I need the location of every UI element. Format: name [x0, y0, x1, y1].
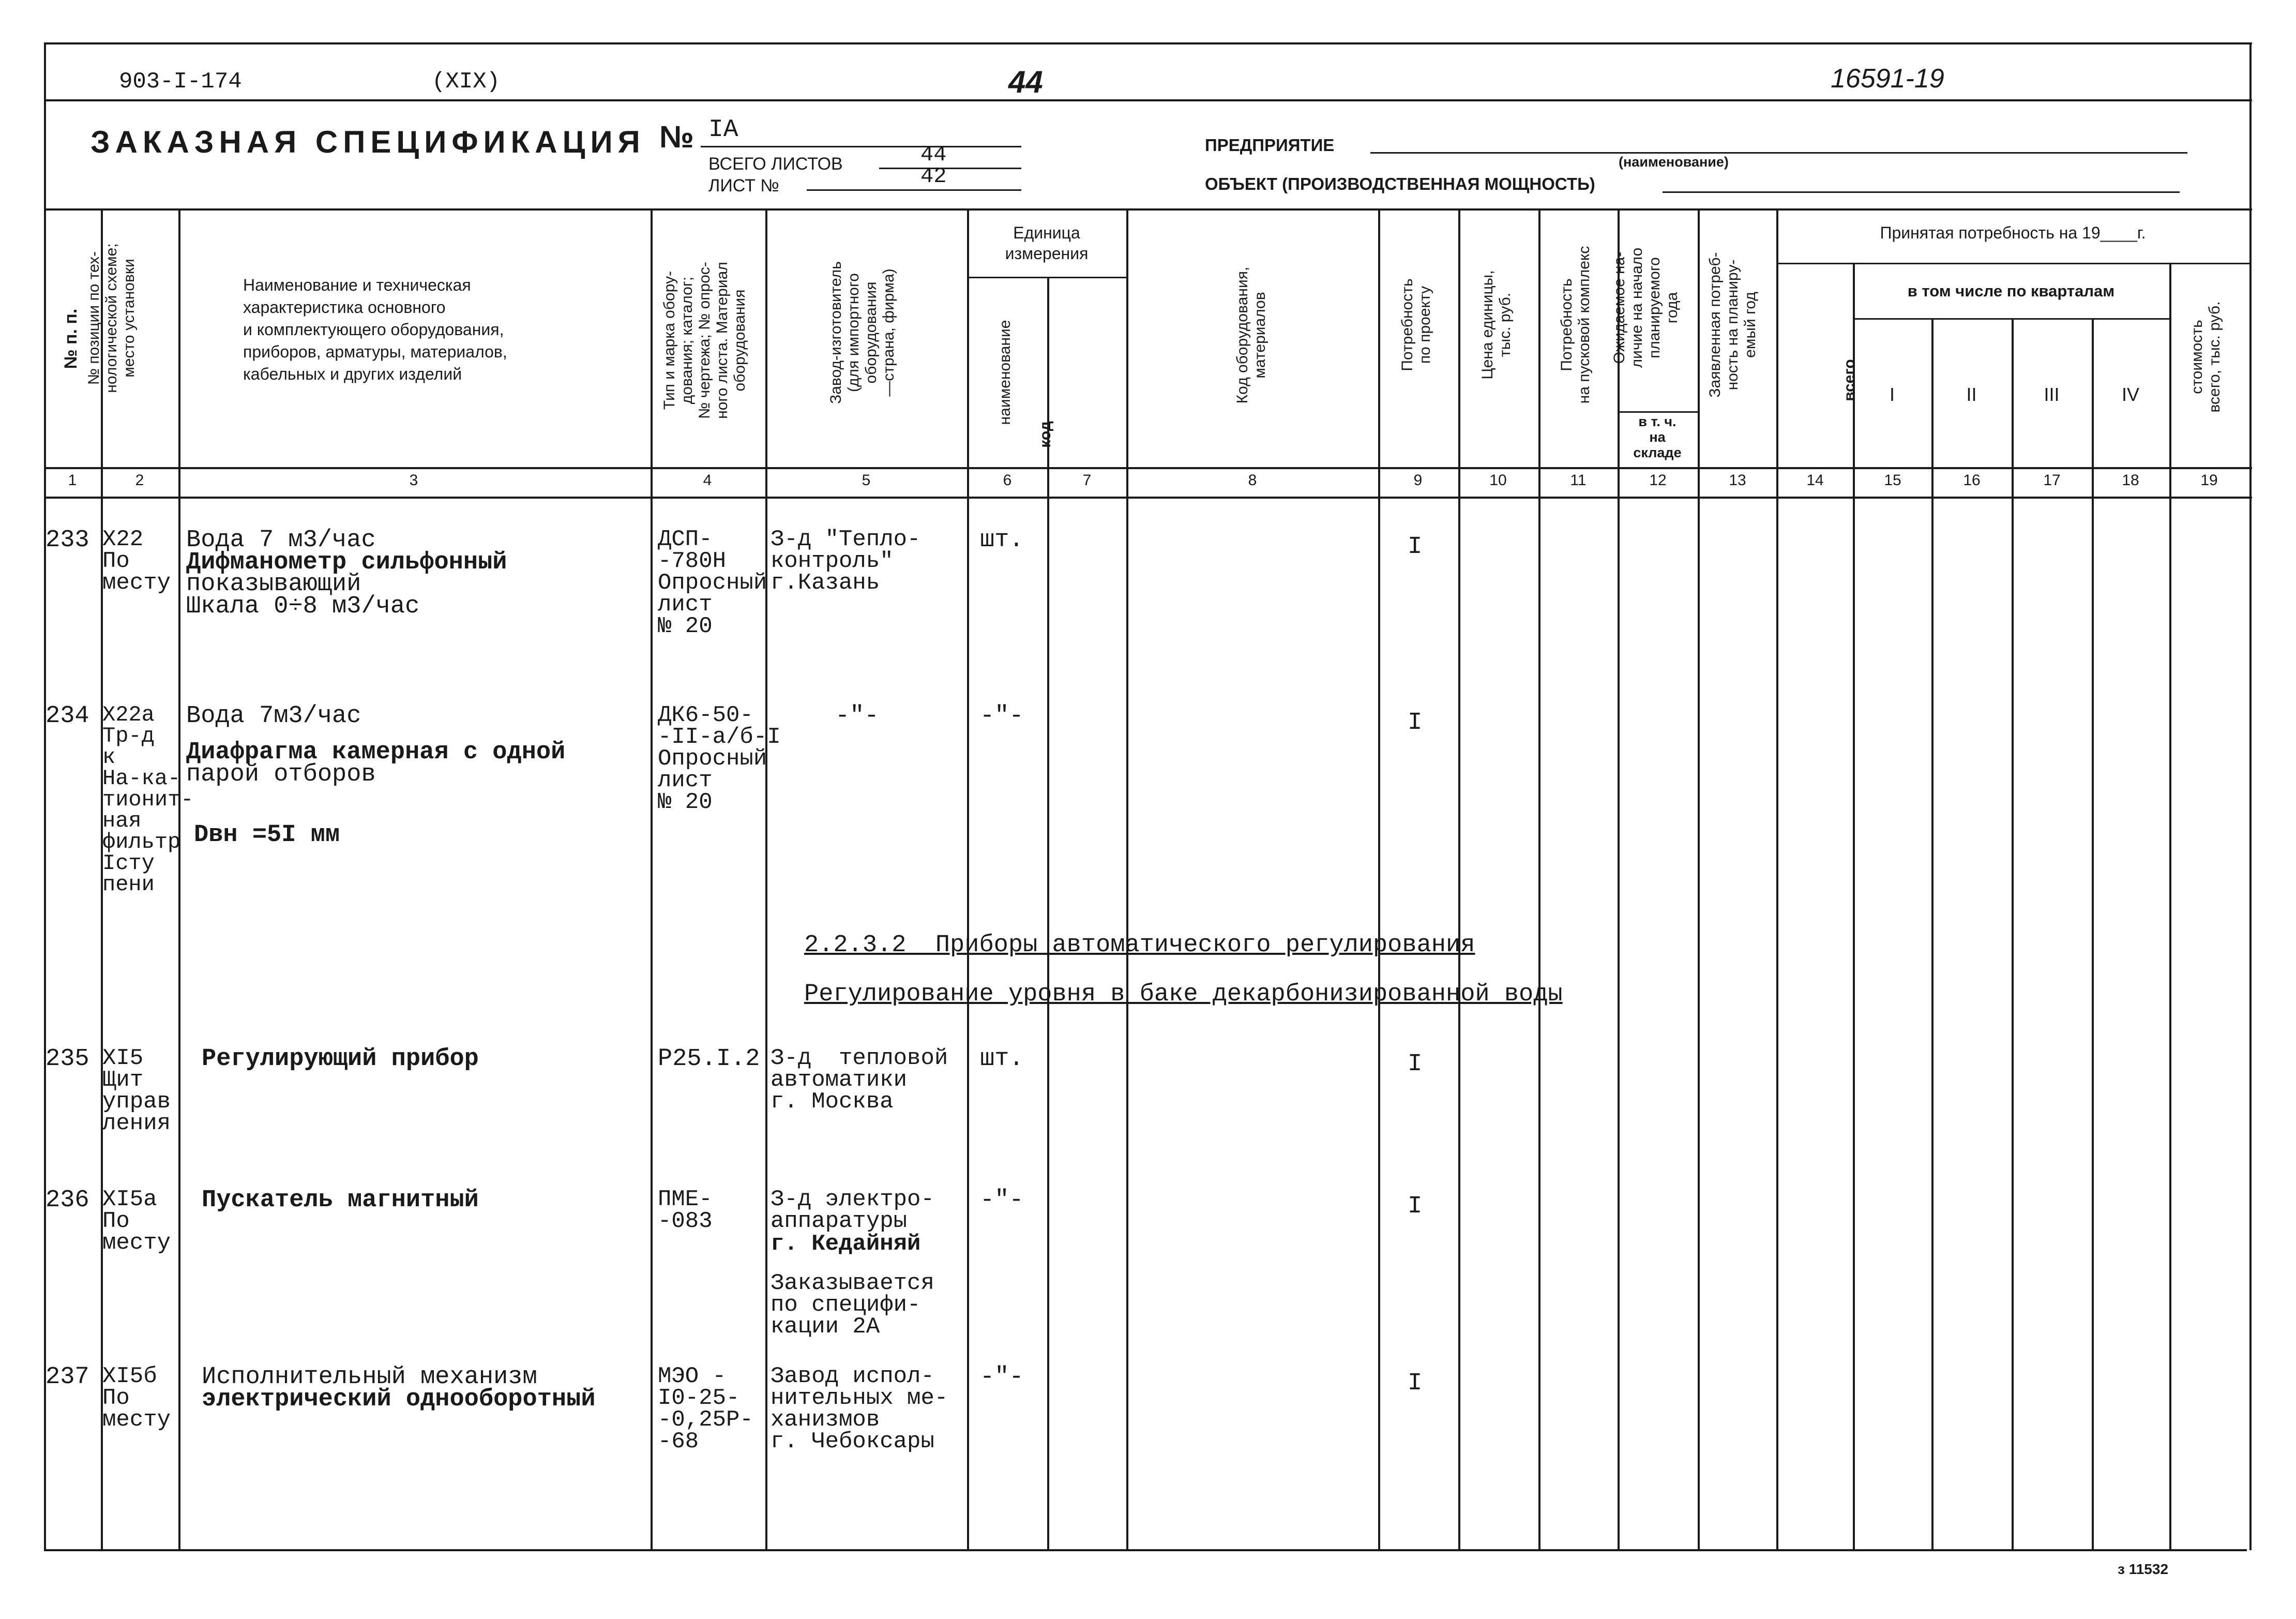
- col-header-accepted: Принятая потребность на 19____г.: [1880, 223, 2146, 242]
- col-line-3: [651, 208, 653, 1549]
- naming-caption: (наименование): [1619, 154, 1729, 170]
- frame-top-line: [44, 42, 2252, 44]
- col-header-10: Цена единицы, тыс. руб.: [1479, 270, 1514, 380]
- row-number: 234: [46, 702, 89, 730]
- row-number: 237: [46, 1363, 89, 1391]
- number-label: №: [659, 119, 694, 154]
- col-header-11: Потребность на пусковой комплекс: [1558, 246, 1593, 404]
- row-maker: З-д "Тепло- контроль" г.Казань: [771, 527, 921, 596]
- col-line-4: [765, 208, 767, 1549]
- col-header-12: Ожидаемое на- личие на начало планируемого года: [1611, 247, 1681, 368]
- row-quantity: I: [1408, 1370, 1423, 1397]
- row-name: Вода 7м3/час: [186, 702, 361, 730]
- col-header-6: наименование: [996, 320, 1014, 425]
- col-number: 17: [2043, 472, 2061, 489]
- table-bottom-line: [44, 1549, 2247, 1551]
- quarters-sub-line: [1853, 318, 2169, 320]
- row-name: Дифманометр сильфонный: [186, 549, 507, 576]
- col-header-8: Код оборудования, материалов: [1234, 266, 1268, 404]
- sheet-number-underline: [807, 189, 1021, 191]
- row-type: ПМЕ- -083: [658, 1187, 713, 1234]
- row-quantity: I: [1408, 533, 1423, 561]
- row-unit: шт.: [980, 527, 1024, 554]
- row-quantity: I: [1408, 709, 1423, 737]
- col-line-15: [1931, 318, 1934, 1549]
- col-header-q3: III: [2044, 384, 2060, 405]
- row-name: Диафрагма камерная с одной: [186, 739, 566, 766]
- spec-number-underline: [701, 146, 1021, 147]
- col-number: 1: [68, 472, 77, 489]
- row-number: 235: [46, 1045, 89, 1073]
- col-line-7: [1126, 208, 1128, 1549]
- row-position: XI5б По месту: [102, 1363, 171, 1433]
- col-header-1: № п. п.: [61, 308, 81, 369]
- col-number: 6: [1003, 472, 1012, 489]
- col-line-13: [1776, 208, 1778, 1549]
- object-underline: [1663, 191, 2180, 193]
- column-numbers-top-line: [44, 467, 2252, 469]
- col-number: 11: [1570, 472, 1587, 489]
- col-number: 19: [2200, 472, 2218, 489]
- row-type: ДК6-50- -II-а/б-I Опросный лист № 20: [658, 702, 781, 815]
- row-maker: -"-: [835, 702, 879, 730]
- col-header-q2: II: [1966, 384, 1977, 405]
- total-sheets: 44: [920, 142, 947, 167]
- row-name: Dвн =5I мм: [194, 821, 340, 849]
- row-type: Р25.I.2: [658, 1045, 760, 1073]
- col-number: 4: [703, 472, 712, 489]
- col-header-13: Заявленная потреб- ность на планиру- емый год: [1706, 252, 1759, 398]
- row-maker-city: г. Кедайняй: [771, 1231, 921, 1257]
- col-header-5: Завод-изготовитель (для импортного оборудования —страна, фирма): [827, 261, 897, 404]
- row-type: ДСП- -780Н Опросный лист № 20: [658, 527, 767, 639]
- col-header-q4: IV: [2121, 384, 2139, 405]
- row-name: показывающий Шкала 0÷8 м3/час: [186, 571, 420, 620]
- row-name: Исполнительный механизм: [202, 1363, 537, 1391]
- sheet-number: 42: [920, 164, 947, 189]
- col-header-4: Тип и марка обору- дования; каталог; № чертежа; № опрос- ного листа. Материал оборудования: [661, 262, 748, 419]
- col-number: 10: [1489, 472, 1507, 489]
- col-number: 12: [1649, 472, 1667, 489]
- row-unit: -"-: [980, 702, 1024, 730]
- col-number: 18: [2122, 472, 2139, 489]
- col-header-14: всего: [1841, 359, 1858, 401]
- row-position: XI5 Щит управ ления: [102, 1045, 171, 1136]
- footer-code: з 11532: [2118, 1561, 2169, 1577]
- header-separator-line: [44, 99, 2252, 101]
- col-header-2: № позиции по тех- нологической схеме; место установки: [85, 243, 138, 393]
- col-header-q1: I: [1889, 384, 1895, 405]
- col-header-12b: в т. ч. на складе: [1633, 414, 1682, 460]
- row-maker: З-д электро- аппаратуры: [771, 1187, 934, 1234]
- col-line-9: [1458, 208, 1460, 1549]
- col-line-14: [1853, 263, 1855, 1549]
- col-header-3: Наименование и техническая характеристика основного и комплектующего оборудования, приборов, арматуры, материалов, кабельных и других изделий: [243, 276, 507, 383]
- accepted-sub-line: [1776, 263, 2249, 264]
- row-name: парой отборов: [186, 761, 376, 788]
- enterprise-label: ПРЕДПРИЯТИЕ: [1205, 136, 1335, 155]
- row-maker: З-д тепловой автоматики г. Москва: [771, 1045, 948, 1115]
- col-header-19: стоимость всего, тыс. руб.: [2188, 301, 2223, 413]
- sheet-number-label: ЛИСТ №: [708, 176, 779, 196]
- total-sheets-underline: [879, 168, 1021, 169]
- row-unit: -"-: [980, 1363, 1024, 1391]
- col-line-5: [967, 208, 969, 1549]
- row-name: Вода 7 м3/час: [186, 527, 376, 554]
- archive-code: 16591-19: [1831, 64, 1944, 94]
- frame-left-line: [44, 42, 46, 1550]
- section-heading: 2.2.3.2 Приборы автоматического регулирования: [804, 932, 1475, 959]
- stock-sub-line: [1618, 411, 1698, 413]
- row-number: 233: [46, 527, 89, 554]
- col-line-16: [2012, 318, 2014, 1549]
- row-unit: -"-: [980, 1187, 1024, 1214]
- object-label: ОБЪЕКТ (ПРОИЗВОДСТВЕННАЯ МОЩНОСТЬ): [1205, 174, 1595, 193]
- col-number: 5: [862, 472, 871, 489]
- section-subheading: Регулирование уровня в баке декарбонизированной воды: [804, 981, 1563, 1008]
- col-number: 8: [1248, 472, 1257, 489]
- row-position: XI5a По месту: [102, 1187, 171, 1256]
- row-position: X22 По месту: [102, 527, 171, 596]
- frame-right-line: [2249, 42, 2252, 1550]
- enterprise-underline: [1370, 152, 2187, 154]
- col-number: 16: [1963, 472, 1981, 489]
- document-title: ЗАКАЗНАЯ СПЕЦИФИКАЦИЯ: [90, 125, 645, 159]
- row-type: МЭО - I0-25- -0,25Р- -68: [658, 1363, 753, 1455]
- spec-number: IA: [708, 116, 738, 144]
- col-header-7: код: [1037, 421, 1054, 448]
- row-quantity: I: [1408, 1051, 1423, 1078]
- page-number: 44: [1008, 65, 1043, 99]
- table-top-line: [44, 208, 2252, 211]
- row-position: X22a Тр-д к На-ка- тионит- ная фильтр Iсту пени: [102, 702, 194, 897]
- col-header-9: Потребность по проекту: [1399, 278, 1433, 371]
- col-header-quarters: в том числе по кварталам: [1907, 282, 2115, 300]
- col-header-unit: Единица измерения: [1005, 223, 1089, 263]
- row-name: Регулирующий прибор: [202, 1045, 479, 1073]
- col-number: 15: [1884, 472, 1901, 489]
- col-line-11: [1618, 208, 1620, 1549]
- row-unit: шт.: [980, 1045, 1024, 1073]
- col-line-17: [2092, 318, 2094, 1549]
- row-quantity: I: [1408, 1193, 1423, 1220]
- column-numbers-bottom-line: [44, 497, 2252, 499]
- row-name: Пускатель магнитный: [202, 1187, 479, 1214]
- col-line-8: [1378, 208, 1380, 1549]
- unit-sub-line: [967, 277, 1126, 278]
- row-number: 236: [46, 1187, 89, 1214]
- col-line-18: [2169, 263, 2171, 1549]
- col-number: 14: [1806, 472, 1824, 489]
- col-number: 3: [409, 472, 418, 489]
- col-number: 13: [1729, 472, 1746, 489]
- col-line-12: [1698, 208, 1700, 1549]
- document-code: 903-I-174: [119, 69, 242, 95]
- col-number: 7: [1082, 472, 1092, 489]
- col-line-10: [1538, 208, 1540, 1549]
- row-name: электрический однооборотный: [202, 1386, 596, 1413]
- roman-numeral: (XIX): [432, 69, 501, 95]
- row-maker-note: Заказывается по специфи- кации 2А: [771, 1270, 934, 1340]
- total-sheets-label: ВСЕГО ЛИСТОВ: [708, 154, 843, 174]
- col-number: 9: [1413, 472, 1423, 489]
- row-maker: Завод испол- нительных ме- ханизмов г. Чебоксары: [771, 1363, 948, 1455]
- col-number: 2: [135, 472, 144, 489]
